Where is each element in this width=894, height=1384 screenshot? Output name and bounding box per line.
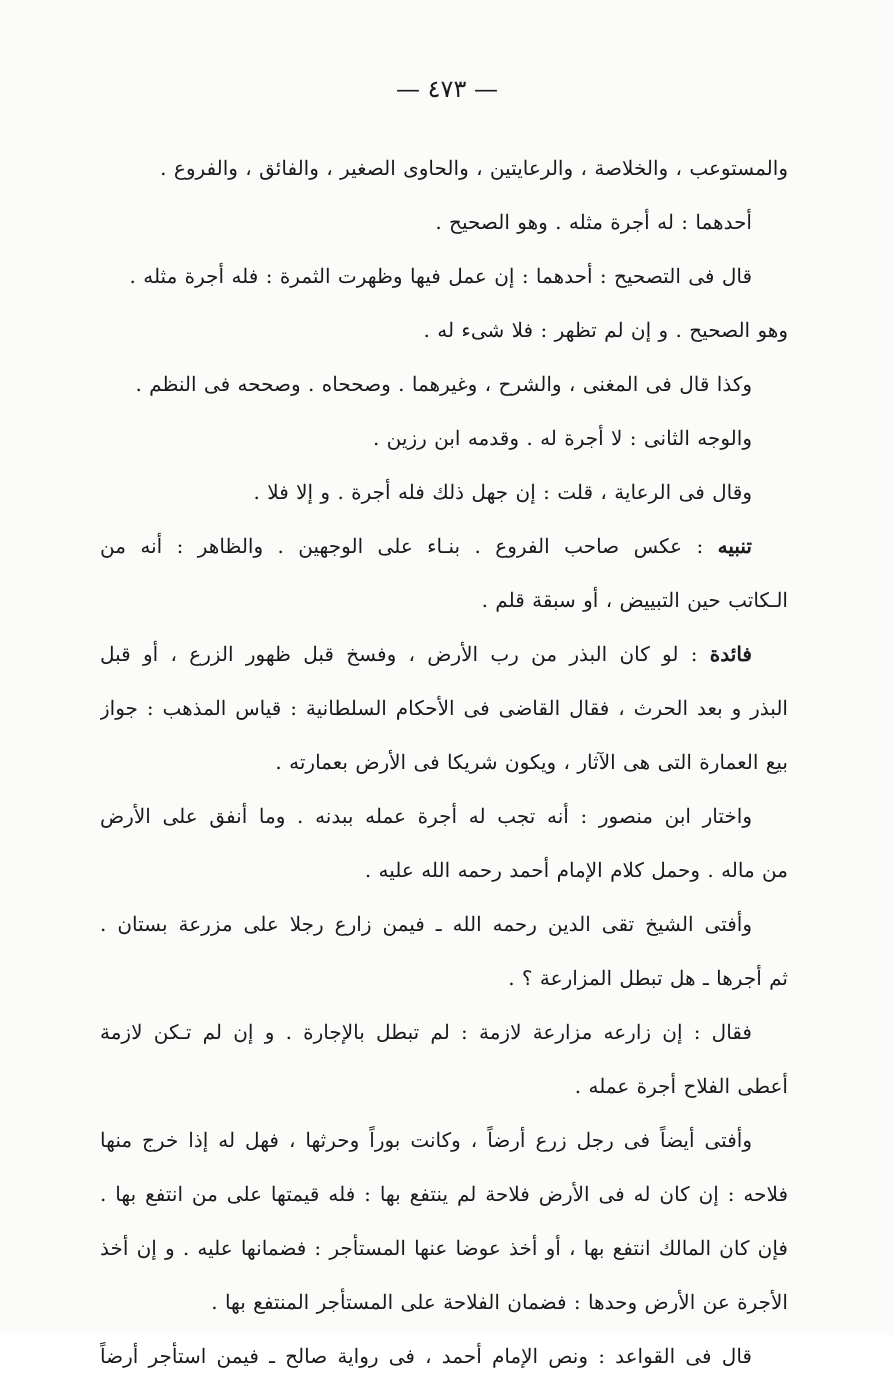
text-line: أعطى الفلاح أجرة عمله .: [574, 1074, 788, 1098]
text-line: فإن كان المالك انتفع بها ، أو أخذ عوضا عنها المستأجر : فضمانها عليه . و إن أخذ: [100, 1236, 788, 1260]
text-line: والمستوعب ، والخلاصة ، والرعايتين ، والحاوى الصغير ، والفائق ، والفروع .: [160, 156, 788, 180]
text-line: البذر و بعد الحرث ، فقال القاضى فى الأحكام السلطانية : قياس المذهب : جواز: [100, 696, 788, 720]
text-line: فلاحه : إن كان له فى الأرض فلاحة لم ينتفع بها : فله قيمتها على من انتفع بها .: [100, 1182, 788, 1206]
text-line: بيع العمارة التى هى الآثار ، ويكون شريكا فى الأرض بعمارته .: [275, 750, 788, 774]
benefit-term: فائدة: [709, 642, 752, 666]
text-line: وأفتى الشيخ تقى الدين رحمه الله ـ فيمن زارع رجلا على مزرعة بستان .: [100, 912, 752, 936]
text-line-content: : لو كان البذر من رب الأرض ، وفسخ قبل ظهور الزرع ، أو قبل: [100, 642, 710, 666]
text-line: ثم أجرها ـ هل تبطل المزارعة ؟ .: [508, 966, 788, 990]
text-line: أحدهما : له أجرة مثله . وهو الصحيح .: [435, 210, 752, 234]
text-line: قال فى التصحيح : أحدهما : إن عمل فيها وظهرت الثمرة : فله أجرة مثله .: [129, 264, 752, 288]
text-line: وكذا قال فى المغنى ، والشرح ، وغيرهما . وصححاه . وصححه فى النظم .: [135, 372, 752, 396]
text-line: [100, 628, 788, 682]
text-line: فقال : إن زارعه مزارعة لازمة : لم تبطل بالإجارة . و إن لم تـكن لازمة: [100, 1020, 752, 1044]
text-line: والوجه الثانى : لا أجرة له . وقدمه ابن رزين .: [372, 426, 752, 450]
text-line: وأفتى أيضاً فى رجل زرع أرضاً ، وكانت بوراً وحرثها ، فهل له إذا خرج منها: [100, 1128, 752, 1152]
text-line: [100, 520, 788, 574]
text-line-content: : عكس صاحب الفروع . بنـاء على الوجهين . والظاهر : أنه من: [100, 534, 718, 558]
body-text: [100, 142, 788, 1384]
text-line: وقال فى الرعاية ، قلت : إن جهل ذلك فله أجرة . و إلا فلا .: [253, 480, 752, 504]
text-line: الـكاتب حين التبييض ، أو سبقة قلم .: [481, 588, 788, 612]
text-line: قال فى القواعد : ونص الإمام أحمد ، فى رواية صالح ـ فيمن استأجر أرضاً: [100, 1344, 752, 1368]
note-term: تنبيه: [717, 534, 752, 558]
text-line: الأجرة عن الأرض وحدها : فضمان الفلاحة على المستأجر المنتفع بها .: [211, 1290, 788, 1314]
text-line: واختار ابن منصور : أنه تجب له أجرة عمله ببدنه . وما أنفق على الأرض: [100, 804, 752, 828]
page-number: — ٤٧٣ —: [396, 75, 498, 103]
text-line: وهو الصحيح . و إن لم تظهر : فلا شىء له .: [423, 318, 788, 342]
text-line: من ماله . وحمل كلام الإمام أحمد رحمه الله عليه .: [364, 858, 788, 882]
